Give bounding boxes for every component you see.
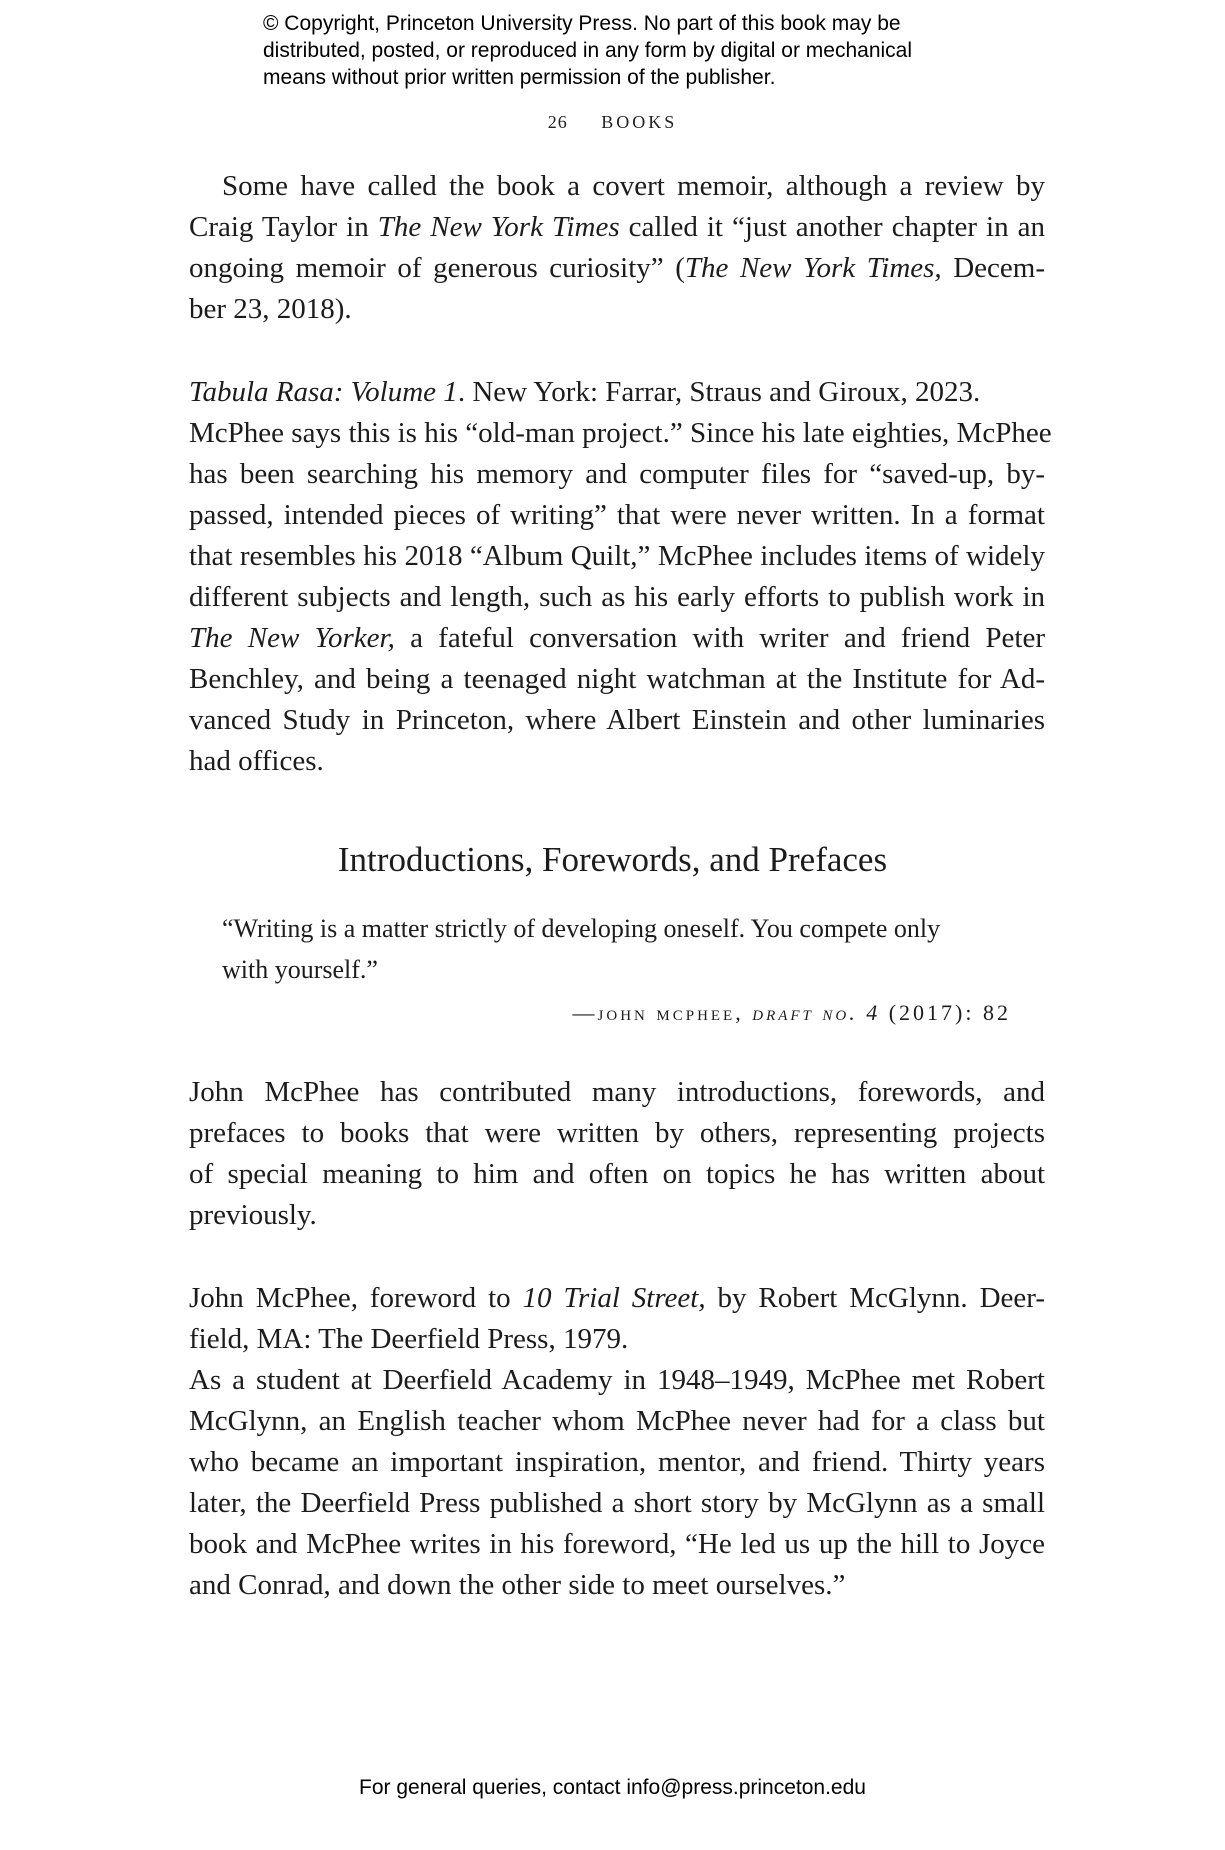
text-line: The New Yorker, a fateful conversation with writer and friend Peter <box>189 622 1046 654</box>
text-line: John McPhee has contributed many introductions, forewords, and <box>189 1076 1045 1108</box>
paragraph-introductions <box>189 1072 1045 1236</box>
copyright-line: means without prior written permission of the publisher. <box>263 66 776 89</box>
running-head <box>0 112 1225 133</box>
text-line: who became an important inspiration, mentor, and friend. Thirty years <box>189 1446 1045 1478</box>
copyright-line: distributed, posted, or reproduced in any form by digital or mechanical <box>263 39 913 62</box>
text-line: later, the Deerfield Press published a short story by McGlynn as a small <box>189 1487 1045 1519</box>
epigraph-line: “Writing is a matter strictly of developing oneself. You compete only <box>222 914 941 943</box>
text-line: of special meaning to him and often on topics he has written about <box>189 1158 1045 1190</box>
section-title: BOOKS <box>601 112 678 132</box>
text-line: previously. <box>189 1199 317 1231</box>
footer-contact: For general queries, contact info@press.princeton.edu <box>359 1776 866 1799</box>
text-line: vanced Study in Princeton, where Albert Einstein and other luminaries <box>189 704 1045 736</box>
book-title: Tabula Rasa: Volume 1 <box>189 376 458 408</box>
text-line: and Conrad, and down the other side to meet ourselves.” <box>189 1569 846 1601</box>
book-title: 10 Trial Street, <box>522 1282 706 1314</box>
copyright-line: © Copyright, Princeton University Press. No part of this book may be <box>263 12 901 35</box>
page-number: 26 <box>547 112 568 132</box>
text-line: McGlynn, an English teacher whom McPhee never had for a class but <box>189 1405 1045 1437</box>
text-line: has been searching his memory and computer files for “saved-up, by- <box>189 458 1045 490</box>
epigraph-attribution: —john mcphee, draft no. 4 (2017): 82 <box>572 1000 1011 1025</box>
text-line: had offices. <box>189 745 324 777</box>
paragraph-covert-memoir <box>189 166 1045 330</box>
text-line: McPhee says this is his “old-man project.” Since his late eighties, McPhee <box>189 417 1052 449</box>
text-line: Benchley, and being a teenaged night watchman at the Institute for Ad- <box>189 663 1045 695</box>
text-line: field, MA: The Deerfield Press, 1979. <box>189 1323 629 1355</box>
text-line: ber 23, 2018). <box>189 293 352 325</box>
text-line: passed, intended pieces of writing” that were never written. In a format <box>189 499 1045 531</box>
italic-title: The New York Times, <box>684 252 942 284</box>
text-line: that resembles his 2018 “Album Quilt,” McPhee includes items of widely <box>189 540 1045 572</box>
italic-title: The New Yorker, <box>189 622 395 654</box>
entry-citation: Tabula Rasa: Volume 1. New York: Farrar, Straus and Giroux, 2023. <box>189 376 981 408</box>
italic-title: The New York Times <box>377 211 620 243</box>
text-line: Craig Taylor in The New York Times called it “just another chapter in an <box>189 211 1045 243</box>
italic-title: draft no. 4 <box>752 1000 881 1025</box>
copyright-notice <box>263 10 1023 91</box>
entry-tabula-rasa <box>189 372 1052 782</box>
text-line: prefaces to books that were written by others, representing projects <box>189 1117 1045 1149</box>
text-line: Some have called the book a covert memoir, although a review by <box>222 170 1045 202</box>
section-heading: Introductions, Forewords, and Prefaces <box>337 840 888 879</box>
text-line: ongoing memoir of generous curiosity” (The New York Times, Decem- <box>189 252 1045 284</box>
entry-citation: John McPhee, foreword to 10 Trial Street, by Robert McGlynn. Deer- <box>189 1282 1045 1314</box>
text-line: different subjects and length, such as his early efforts to publish work in <box>189 581 1045 613</box>
entry-10-trial-street <box>189 1278 1045 1606</box>
text-line: book and McPhee writes in his foreword, “He led us up the hill to Joyce <box>189 1528 1045 1560</box>
text-line: As a student at Deerfield Academy in 1948–1949, McPhee met Robert <box>189 1364 1045 1396</box>
epigraph <box>222 908 1012 990</box>
epigraph-line: with yourself.” <box>222 955 378 984</box>
